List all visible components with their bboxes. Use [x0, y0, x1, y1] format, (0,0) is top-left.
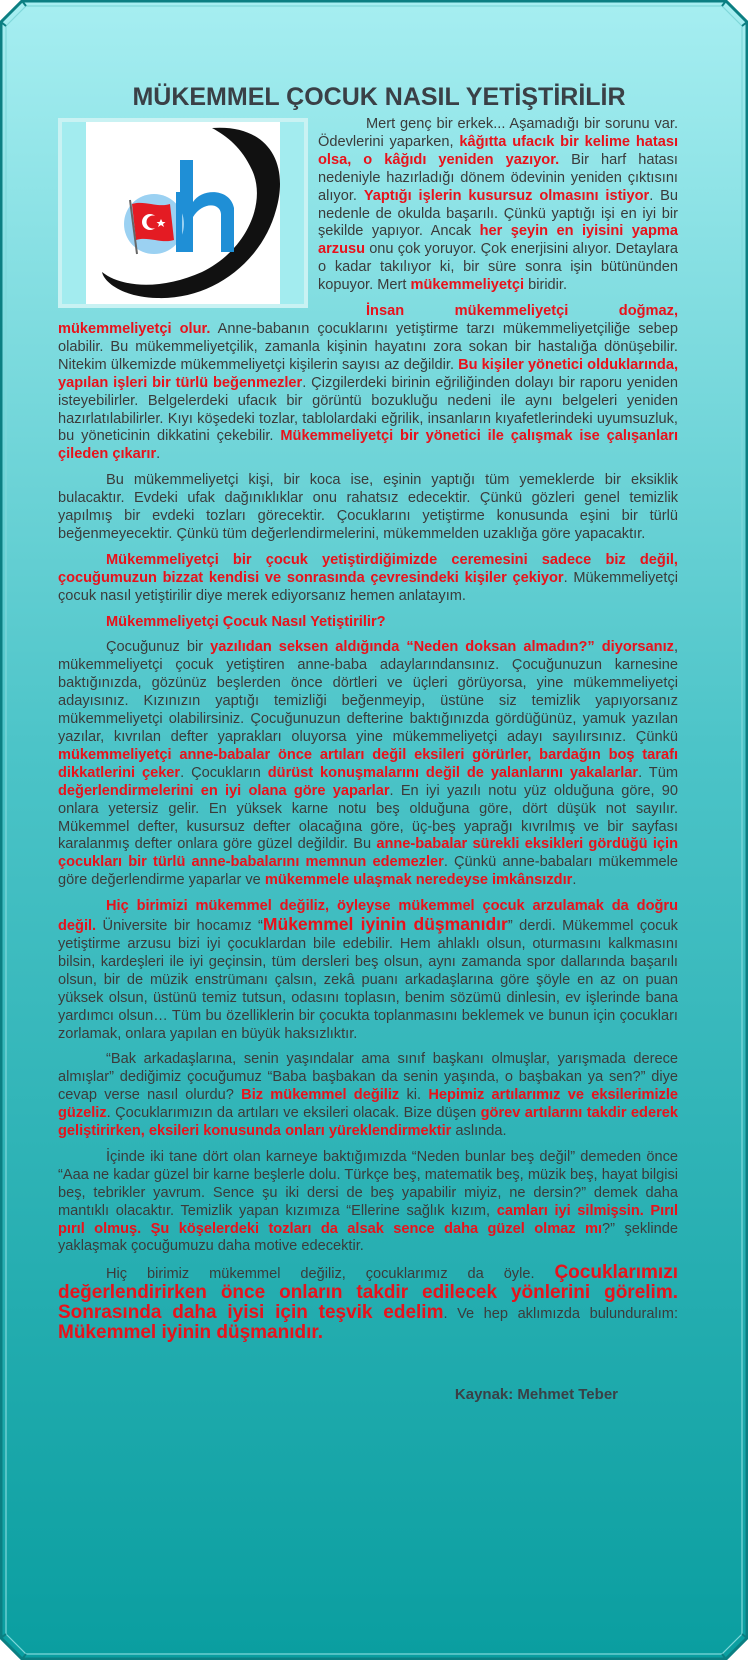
paragraph-2 — [58, 303, 678, 464]
p4-text-b: . Mükemmeliyetçi çocuk nasıl yetiştirilir diye merek ediyorsanız hemen anlatayım. — [58, 569, 678, 604]
p8-text-a: İçinde iki tane dört olan karneye baktığımızda “Neden bunlar beş değil” demeden önce “Aaa ne kadar güzel bir karne beşlerle dolu. Türkçe beş, matematik beş, müzik beş, hayat bilgisi beş, tebrikler yavrum. Sence şu iki dersi de beş yapabilir miyiz, ne dersin?” demek daha mantıklı olacaktır. Temizlik yapan kızımıza “Ellerine sağlık kızım, — [58, 1148, 678, 1219]
p2-text-b: Anne-babanın çocuklarını yetiştirme tarzı mükemmeliyetçiliğe sebep olabilir. Bu mükemmeliyetçilik, zamanla kişinin hayatını zora sokan bir hastalığa dönüşebilir. Nitekim ülkemizde mükemmeliyetçi kişilerin sayısı az değildir. — [58, 320, 678, 373]
article — [58, 82, 678, 1404]
p7-highlight-b: Biz mükemmel değiliz — [241, 1087, 400, 1104]
paragraph-6 — [58, 898, 678, 1043]
p2-text-d: . Çizgilerdeki birinin eğriliğinden dolayı bir raporu yeniden isteyebilirler. Belgelerdeki ufacık bir görüntü bozukluğu nedeni ile aynı belgeleri yeniden hazırlatılabilirler. Kıyı köşedeki tozlar, tablolardaki eğrilik, insanların kıyafetlerindeki uyumsuzluk, bu yöneticinin dikkatini çekebilir. — [58, 374, 678, 445]
p9-highlight-d: Mükemmel iyinin düşmanıdır. — [58, 1322, 324, 1344]
p1-highlight-h: mükemmeliyetçi — [410, 277, 525, 294]
p1-text-i: biridir. — [524, 277, 568, 294]
p5-text-i: . En iyi yazılı notu yüz olduğuna göre, 90 onlara yetersiz gelir. En yüksek karne notu beş olduğuna göre, dört düşük not sayılır. Mükemmel defter, kusursuz defter olacağına göre, üç-beş yaprağı kıvrılmış ve bir sayfası karalanmış defter onlara göre güzel değildir. Bu — [58, 782, 678, 853]
source-credit: Kaynak: Mehmet Teber — [454, 1386, 618, 1403]
p5-highlight-j: anne-babalar sürekli eksikleri gördüğü için çocukları bir türlü anne-babalarını memnun edemezler — [58, 836, 679, 871]
paragraph-5 — [58, 639, 678, 890]
p5-highlight-h: değerlendirmelerini en iyi olana göre yaparlar — [58, 782, 390, 799]
p7-text-a: “Bak arkadaşlarına, senin yaşındalar ama sınıf başkanı olmuşlar, yarışmada derece almışlar” dediğimiz çocuğumuz “Baba başbakan da senin yaşında, o başbakan ya sen?” diye cevap verse nasıl olurdu? — [58, 1051, 678, 1104]
p5-text-c: , mükemmeliyetçi çocuk yetiştiren anne-baba adaylarındansınız. Çocuğunuzun karnesine baktığınızda, gözünüz beşlerden önce dörtleri ve üçleri görüyorsa, yine mükemmeliyetçi adayısınız. Kızınızın yaptığı temizliği beğenmeyip, üstüne siz temizlik yapıyorsanız mükemmeliyetçi olabilirsiniz. Çocuğunuzun defterine baktığınızda gördüğünüz, yamuk yazılan yazılar, kıvrılan defter yaprakları oluyorsa yine mükemmeliyetçi adayı sayılırsınız. Çünkü — [58, 639, 678, 745]
p9-highlight-b: Çocuklarımızı değerlendirirken önce onların takdir edilecek yönlerini görelim. Sonrasında daha iyisi için teşvik edelim — [58, 1262, 678, 1324]
paragraph-7 — [58, 1051, 678, 1141]
paragraph-4 — [58, 552, 678, 606]
section-subheading: Mükemmeliyetçi Çocuk Nasıl Yetiştirilir? — [106, 613, 386, 630]
p2-highlight-e: Mükemmeliyetçi bir yönetici ile çalışmak ise çalışanları çileden çıkarır — [58, 428, 678, 463]
p5-text-a: Çocuğunuz bir — [106, 639, 211, 656]
p2-highlight-a: İnsan mükemmeliyetçi doğmaz, mükemmeliyetçi olur. — [58, 303, 678, 337]
p7-text-g: aslında. — [451, 1123, 507, 1140]
p1-highlight-d: Yaptığı işlerin kusursuz olmasını istiyor — [363, 187, 650, 204]
p6-text-b: Üniversite bir hocamız “ — [96, 918, 263, 935]
p6-highlight-a: Hiç birimizi mükemmel değiliz, öyleyse mükemmel çocuk arzulamak da doğru değil. — [58, 898, 678, 935]
p5-highlight-l: mükemmele ulaşmak neredeyse imkânsızdır — [264, 872, 573, 889]
p6-quote-c: Mükemmel iyinin düşmanıdır — [262, 914, 508, 935]
p6-text-d: ” derdi. Mükemmel çocuk yetiştirme arzusu bizi iyi çocuklardan bile edebilir. Hem ahlaklı olsun, oturmasını kalkmasını bilsin, kardeşleri ile iyi geçinsin, tüm dersleri beş olsun, aynı zamanda spor dallarında başarılı olsun, bir de müzik enstrümanı çalsın, zekâ puanı arkadaşlarına göre şöyle en az on puan yüksek olsun, üstünü temiz tutsun, odasını toplasın, benim sözümü dinlesin, ev işlerinde bana yardımcı olsun… Tüm bu özelliklerin bir çocukta toplanmasını beklemek ve bunun için çocukları zorlamak, onlara yapılan en büyük haksızlıktır. — [58, 918, 678, 1042]
p7-text-c: ki. — [399, 1087, 429, 1104]
p9-text-a: Hiç birimiz mükemmel değiliz, çocuklarımız da öyle. — [106, 1266, 555, 1283]
p5-text-m: . — [572, 872, 577, 889]
p1-text-e: . Bu nedenle de okulda başarılı. Çünkü yaptığı işi en iyi bir şekilde yapıyor. Ancak — [318, 187, 678, 240]
p1-highlight-b: kâğıtta ufacık bir kelime hatası olsa, o kâğıdı yeniden yazıyor. — [318, 133, 678, 168]
paragraph-3: Bu mükemmeliyetçi kişi, bir koca ise, eşinin yaptığı tüm yemeklerde bir eksiklik bulacaktır. Evdeki ufak dağınıklıklar onu rahatsız edecektir. Çünkü gözleri genel temizlik yapılmış bir evdeki tozları görecektir. Çocuklarını yetiştirme konusunda eşini bir türlü beğenmeyecektir. Çünkü tüm değerlendirmelerini, mükemmelden uzaklığa göre yapacaktır. — [58, 472, 678, 542]
paragraph-9 — [58, 1264, 678, 1344]
p4-highlight-a: Mükemmeliyetçi bir çocuk yetiştirdiğimizde ceremesini sadece biz değil, çocuğumuzun bizzat kendisi ve sonrasında çevresindeki kişiler çekiyor — [58, 551, 678, 586]
p1-text-a: Mert genç bir erkek... Aşamadığı bir sorunu var. Ödevlerini yaparken, — [318, 116, 678, 150]
p5-highlight-d: mükemmeliyetçi anne-babalar önce artıları değil eksileri görürler, bardağın boş tarafı dikkatlerini çeker — [58, 746, 678, 781]
dh-logo-icon — [62, 122, 304, 304]
p1-text-c: Bir harf hatası nedeniyle hazırladığı dönem ödevinin yeniden çıktısını alıyor. — [318, 151, 678, 204]
p5-highlight-f: dürüst konuşmalarını değil de yalanlarını yakalarlar — [267, 764, 639, 781]
p8-highlight-b: camları iyi silmişsin. Pırıl pırıl olmuş. Şu köşelerdeki tozları da alsak sence daha güzel olmaz mı — [58, 1202, 678, 1237]
p1-text-g: onu çok yoruyor. Çok enerjisini alıyor. Detaylara o kadar takılıyor ki, bir süre sonra işin bütününden kopuyor. Mert — [318, 241, 678, 294]
p8-text-c: ?” şeklinde yaklaşmak çocuğumuzu daha motive edecektir. — [58, 1220, 678, 1255]
p5-text-g: . Tüm — [638, 764, 678, 781]
paragraph-1 — [58, 116, 678, 295]
p5-text-e: . Çocukların — [180, 764, 268, 781]
p2-text-f: . — [156, 446, 161, 463]
p7-text-e: . Çocuklarımızın da artıları ve eksileri olacak. Bize düşen — [106, 1105, 481, 1122]
p7-highlight-f: görev artılarını takdir ederek geliştirirken, eksileri konusunda onları yüreklendirmektir — [58, 1105, 678, 1140]
logo-image — [58, 118, 308, 308]
p9-text-c: . Ve hep aklımızda bulunduralım: — [443, 1306, 678, 1323]
p5-highlight-b: yazılıdan seksen aldığında “Neden doksan almadın?” diyorsanız — [210, 639, 674, 656]
p1-highlight-f: her şeyin en iyisini yapma arzusu — [318, 223, 678, 258]
p7-highlight-d: Hepimiz artılarımız ve eksilerimizle güzeliz — [58, 1087, 679, 1122]
article-title: MÜKEMMEL ÇOCUK NASIL YETİŞTİRİLİR — [132, 83, 626, 111]
paragraph-8 — [58, 1149, 678, 1256]
p2-highlight-c: Bu kişiler yönetici olduklarında, yapılan işleri bir türlü beğenmezler — [58, 356, 679, 391]
p5-text-k: . Çünkü anne-babaları mükemmele göre değerlendirme yaparlar ve — [58, 854, 678, 889]
